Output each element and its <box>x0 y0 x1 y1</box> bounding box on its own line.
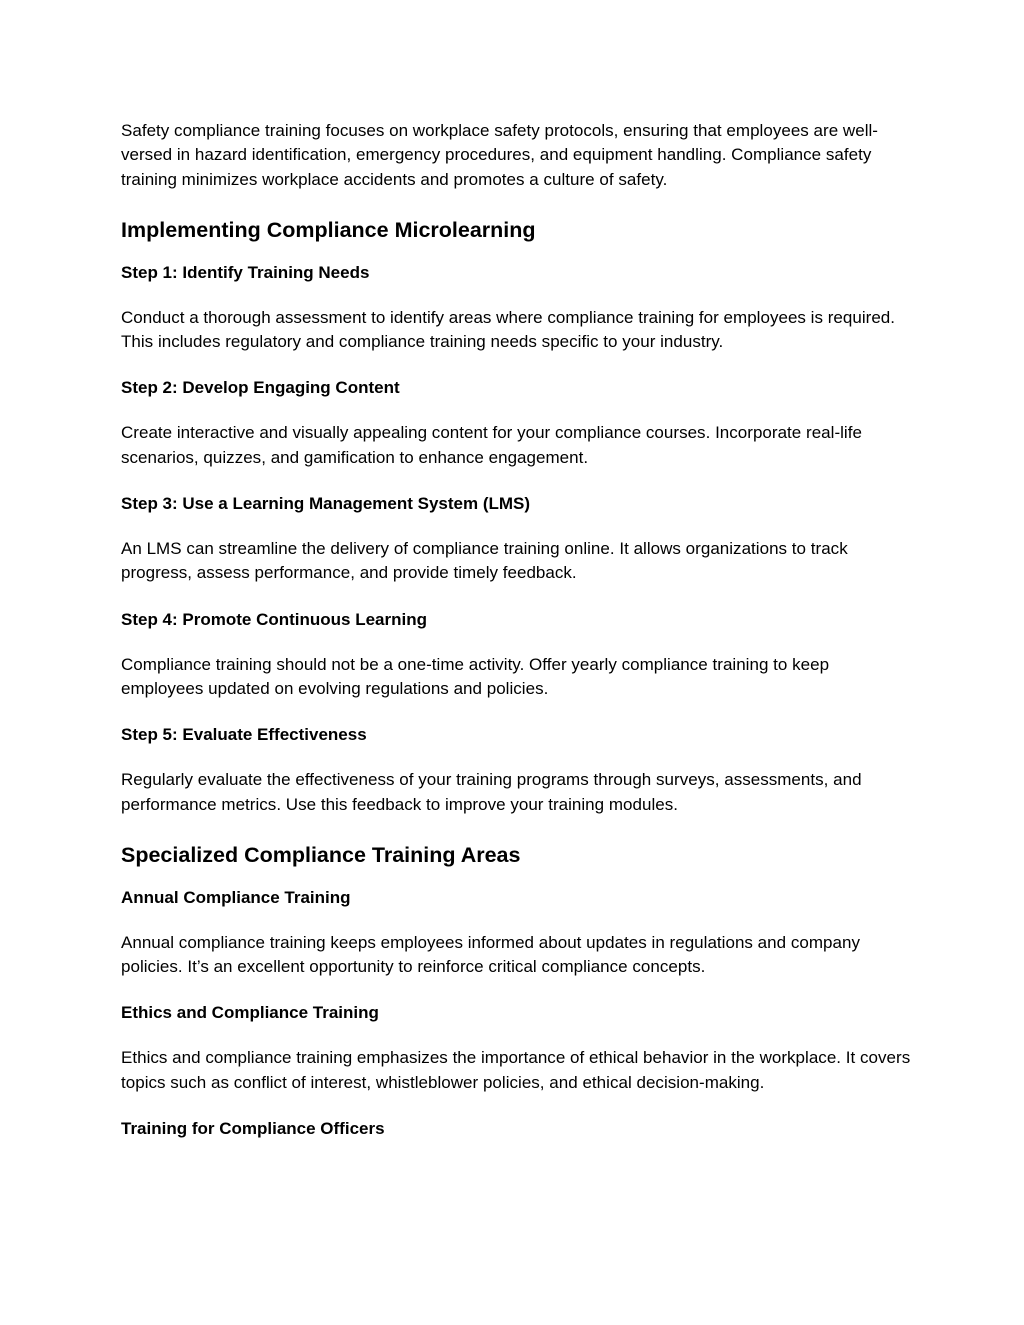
section-heading-microlearning: Implementing Compliance Microlearning <box>121 217 536 242</box>
area-annual-title: Annual Compliance Training <box>121 887 351 907</box>
document-page <box>121 119 911 1162</box>
intro-paragraph: Safety compliance training focuses on workplace safety protocols, ensuring that employees are well-versed in hazard identification, emergency procedures, and equipment handling. Compliance safety training minimizes workplace accidents and promotes a culture of safety. <box>121 121 878 189</box>
step-4-title: Step 4: Promote Continuous Learning <box>121 609 428 629</box>
step-1-body: Conduct a thorough assessment to identify areas where compliance training for employees is required. This includes regulatory and compliance training needs specific to your industry. <box>121 307 896 352</box>
area-ethics-title: Ethics and Compliance Training <box>121 1003 379 1023</box>
step-2-body: Create interactive and visually appealing content for your compliance courses. Incorporate real-life scenarios, quizzes, and gamification to enhance engagement. <box>121 423 862 467</box>
step-5-body: Regularly evaluate the effectiveness of your training programs through surveys, assessments, and performance metrics. Use this feedback to improve your training modules. <box>121 770 862 814</box>
step-3-body: An LMS can streamline the delivery of compliance training online. It allows organizations to track progress, assess performance, and provide timely feedback. <box>121 539 848 583</box>
section-heading-specialized-areas: Specialized Compliance Training Areas <box>121 842 521 867</box>
area-ethics-body: Ethics and compliance training emphasizes the importance of ethical behavior in the workplace. It covers topics such as conflict of interest, whistleblower policies, and ethical decision-making. <box>121 1048 911 1092</box>
step-4-body: Compliance training should not be a one-time activity. Offer yearly compliance training to keep employees updated on evolving regulations and policies. <box>121 654 830 698</box>
step-1-title: Step 1: Identify Training Needs <box>121 262 370 282</box>
step-5-title: Step 5: Evaluate Effectiveness <box>121 725 367 745</box>
step-3-title: Step 3: Use a Learning Management System (LMS) <box>121 494 531 514</box>
step-2-title: Step 2: Develop Engaging Content <box>121 378 400 398</box>
area-officers-title: Training for Compliance Officers <box>121 1119 385 1139</box>
area-annual-body: Annual compliance training keeps employees informed about updates in regulations and company policies. It’s an excellent opportunity to reinforce critical compliance concepts. <box>121 932 860 977</box>
